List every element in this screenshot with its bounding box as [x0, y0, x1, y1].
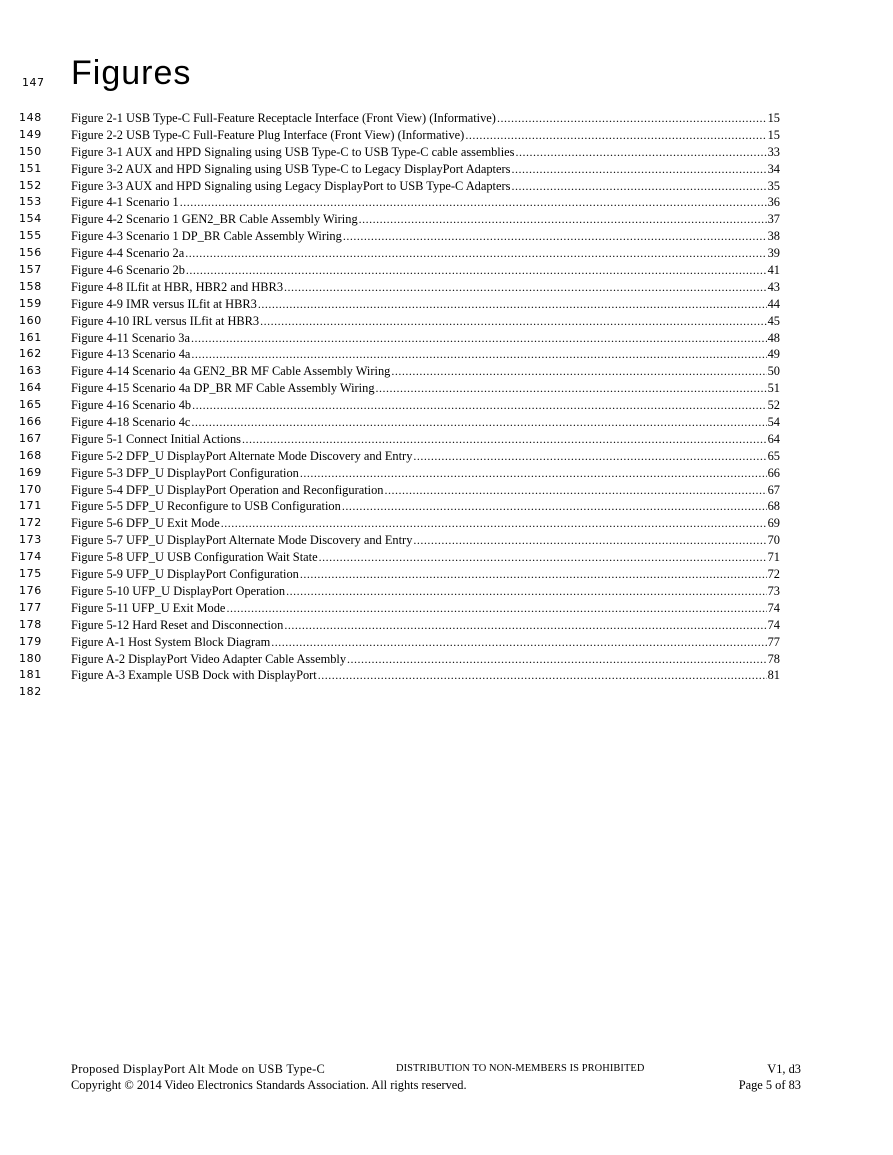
line-number: 154 [19, 212, 42, 226]
toc-entry-page: 45 [767, 313, 780, 328]
page-title: Figures [71, 54, 192, 92]
toc-entry-page: 72 [767, 567, 780, 582]
dot-leader [343, 228, 767, 244]
dot-leader [242, 431, 767, 447]
line-number: 150 [19, 144, 42, 158]
toc-entry-page: 54 [767, 415, 780, 430]
toc-entry-title: Figure 4-15 Scenario 4a DP_BR MF Cable Assembly Wiring [71, 381, 375, 396]
toc-entry-link[interactable] [71, 262, 780, 278]
toc-row [0, 566, 893, 583]
line-number: 161 [19, 330, 42, 344]
toc-entry-title: Figure 5-6 DFP_U Exit Mode [71, 516, 220, 531]
toc-entry-title: Figure 5-1 Connect Initial Actions [71, 431, 242, 446]
dot-leader [221, 515, 767, 531]
toc-row [0, 498, 893, 515]
dot-leader [192, 397, 767, 413]
toc-entry-link[interactable] [71, 397, 780, 413]
dot-leader [260, 313, 766, 329]
toc-row [0, 465, 893, 482]
dot-leader [318, 667, 767, 683]
dot-leader [226, 600, 766, 616]
line-number: 147 [22, 76, 45, 89]
toc-entry-page: 44 [767, 296, 780, 311]
toc-entry-title: Figure 4-14 Scenario 4a GEN2_BR MF Cable Assembly Wiring [71, 364, 391, 379]
toc-row [0, 228, 893, 245]
toc-entry-page: 65 [767, 448, 780, 463]
toc-entry-page: 74 [767, 600, 780, 615]
dot-leader [391, 363, 766, 379]
line-number: 157 [19, 263, 42, 277]
dot-leader [191, 346, 766, 362]
toc-row [0, 296, 893, 313]
toc-entry-page: 81 [767, 668, 780, 683]
toc-entry-page: 66 [767, 465, 780, 480]
toc-entry-page: 68 [767, 499, 780, 514]
toc-entry-title: Figure 5-7 UFP_U DisplayPort Alternate Mode Discovery and Entry [71, 533, 413, 548]
toc-entry-link[interactable] [71, 566, 780, 582]
line-number: 169 [19, 465, 42, 479]
toc-entry-page: 15 [767, 127, 780, 142]
toc-row [0, 161, 893, 178]
toc-entry-link[interactable] [71, 110, 780, 126]
toc-entry-link[interactable] [71, 583, 780, 599]
toc-entry-page: 74 [767, 617, 780, 632]
toc-entry-link[interactable] [71, 228, 780, 244]
dot-leader [180, 194, 767, 210]
toc-entry-page: 49 [767, 347, 780, 362]
toc-entry-title: Figure 4-11 Scenario 3a [71, 330, 190, 345]
toc-entry-link[interactable] [71, 617, 780, 633]
dot-leader [465, 127, 766, 143]
dot-leader [186, 262, 767, 278]
toc-entry-link[interactable] [71, 651, 780, 667]
toc-entry-page: 51 [767, 381, 780, 396]
line-number: 180 [19, 651, 42, 665]
line-number: 175 [19, 567, 42, 581]
toc-row [0, 651, 893, 668]
toc-entry-title: Figure 3-1 AUX and HPD Signaling using USB Type-C to USB Type-C cable assemblies [71, 144, 515, 159]
line-number: 152 [19, 178, 42, 192]
dot-leader [284, 279, 767, 295]
toc-entry-page: 78 [767, 651, 780, 666]
line-number: 166 [19, 415, 42, 429]
toc-entry-title: Figure 4-3 Scenario 1 DP_BR Cable Assembly Wiring [71, 229, 342, 244]
dot-leader [359, 211, 767, 227]
toc-entry-link[interactable] [71, 448, 780, 464]
line-number: 149 [19, 127, 42, 141]
dot-leader [347, 651, 767, 667]
toc-row [0, 262, 893, 279]
toc-row [0, 144, 893, 161]
toc-entry-page: 37 [767, 212, 780, 227]
toc-entry-link[interactable] [71, 346, 780, 362]
line-number: 163 [19, 364, 42, 378]
toc-row [0, 313, 893, 330]
line-number: 148 [19, 111, 42, 124]
toc-entry-page: 69 [767, 516, 780, 531]
toc-entry-title: Figure 5-4 DFP_U DisplayPort Operation and Reconfiguration [71, 482, 384, 497]
toc-entry-title: Figure 5-2 DFP_U DisplayPort Alternate Mode Discovery and Entry [71, 448, 413, 463]
toc-entry-title: Figure 4-10 IRL versus ILfit at HBR3 [71, 313, 260, 328]
toc-row [0, 617, 893, 634]
dot-leader [300, 566, 767, 582]
line-number: 162 [19, 347, 42, 361]
toc-entry-link[interactable] [71, 127, 780, 143]
toc-entry-link[interactable] [71, 667, 780, 683]
toc-entry-link[interactable] [71, 549, 780, 565]
toc-row [0, 667, 893, 684]
line-number: 182 [19, 685, 42, 699]
toc-entry-page: 73 [767, 583, 780, 598]
toc-entry-link[interactable] [71, 634, 780, 650]
toc-row [0, 448, 893, 465]
line-number: 173 [19, 533, 42, 547]
toc-entry-link[interactable] [71, 600, 780, 616]
toc-entry-title: Figure 5-10 UFP_U DisplayPort Operation [71, 583, 286, 598]
toc-entry-link[interactable] [71, 363, 780, 379]
line-number: 165 [19, 398, 42, 412]
dot-leader [271, 634, 766, 650]
toc-entry-title: Figure 5-12 Hard Reset and Disconnection [71, 617, 284, 632]
toc-entry-title: Figure A-2 DisplayPort Video Adapter Cable Assembly [71, 651, 347, 666]
dot-leader [376, 380, 767, 396]
dot-leader [258, 296, 767, 312]
dot-leader [185, 245, 766, 261]
toc-row [0, 245, 893, 262]
dot-leader [413, 448, 766, 464]
toc-entry-title: Figure 5-5 DFP_U Reconfigure to USB Configuration [71, 499, 341, 514]
dot-leader [300, 465, 767, 481]
line-number: 176 [19, 583, 42, 597]
toc-entry-link[interactable] [71, 532, 780, 548]
line-number: 172 [19, 516, 42, 530]
toc-row [0, 532, 893, 549]
toc-row [0, 431, 893, 448]
toc-entry-page: 36 [767, 195, 780, 210]
toc-row [0, 515, 893, 532]
toc-row [0, 583, 893, 600]
toc-entry-title: Figure 4-9 IMR versus ILfit at HBR3 [71, 296, 257, 311]
toc-row [0, 600, 893, 617]
toc-row [0, 380, 893, 397]
toc-entry-title: Figure 5-8 UFP_U USB Configuration Wait State [71, 550, 318, 565]
toc-entry-page: 48 [767, 330, 780, 345]
toc-entry-link[interactable] [71, 498, 780, 514]
toc-entry-link[interactable] [71, 465, 780, 481]
toc-row [0, 330, 893, 347]
toc-entry-page: 67 [767, 482, 780, 497]
line-number: 170 [19, 482, 42, 496]
toc-entry-link[interactable] [71, 178, 780, 194]
toc-entry-link[interactable] [71, 211, 780, 227]
toc-row [0, 194, 893, 211]
line-number: 164 [19, 381, 42, 395]
line-number: 171 [19, 499, 42, 513]
line-number: 167 [19, 431, 42, 445]
dot-leader [511, 178, 766, 194]
dot-leader [516, 144, 767, 160]
toc-entry-title: Figure 4-6 Scenario 2b [71, 263, 185, 278]
toc-row [0, 414, 893, 431]
line-number: 177 [19, 600, 42, 614]
toc-entry-link[interactable] [71, 144, 780, 160]
toc-entry-page: 34 [767, 161, 780, 176]
toc-row [0, 363, 893, 380]
dot-leader [191, 414, 766, 430]
toc-entry-page: 15 [767, 111, 780, 125]
toc-entry-title: Figure A-3 Example USB Dock with DisplayPort [71, 668, 317, 683]
toc-entry-title: Figure 4-2 Scenario 1 GEN2_BR Cable Assembly Wiring [71, 212, 358, 227]
toc-row [0, 110, 893, 127]
dot-leader [284, 617, 766, 633]
toc-row [0, 684, 893, 701]
toc-entry-page: 41 [767, 263, 780, 278]
line-number: 155 [19, 229, 42, 243]
toc-entry-title: Figure 4-13 Scenario 4a [71, 347, 191, 362]
footer-version: V1, d3 [767, 1062, 801, 1076]
toc-entry-link[interactable] [71, 380, 780, 396]
dot-leader [191, 330, 767, 346]
dot-leader [342, 498, 767, 514]
toc-entry-link[interactable] [71, 279, 780, 295]
line-number: 151 [19, 161, 42, 175]
toc-entry-page: 35 [767, 178, 780, 193]
toc-entry-title: Figure 4-18 Scenario 4c [71, 415, 191, 430]
toc-row [0, 211, 893, 228]
toc-entry-title: Figure 3-2 AUX and HPD Signaling using USB Type-C to Legacy DisplayPort Adapters [71, 161, 511, 176]
toc-entry-title: Figure 2-1 USB Type-C Full-Feature Receptacle Interface (Front View) (Informative) [71, 111, 496, 125]
footer-page-number: Page 5 of 83 [738, 1078, 801, 1092]
line-number: 158 [19, 279, 42, 293]
page-footer [0, 1062, 893, 1102]
toc-entry-link[interactable] [71, 482, 780, 498]
dot-leader [319, 549, 767, 565]
toc-entry-link[interactable] [71, 414, 780, 430]
toc-entry-page: 70 [767, 533, 780, 548]
toc-entry-page: 39 [767, 246, 780, 261]
footer-copyright: Copyright © 2014 Video Electronics Standards Association. All rights reserved. [71, 1078, 467, 1092]
footer-distribution-notice: DISTRIBUTION TO NON-MEMBERS IS PROHIBITED [396, 1063, 645, 1074]
line-number: 153 [19, 195, 42, 209]
toc-entry-page: 38 [767, 229, 780, 244]
dot-leader [286, 583, 767, 599]
toc-entry-link[interactable] [71, 245, 780, 261]
line-number: 156 [19, 246, 42, 260]
toc-entry-title: Figure 4-1 Scenario 1 [71, 195, 179, 210]
dot-leader [497, 110, 767, 126]
toc-entry-page: 50 [767, 364, 780, 379]
toc-entry-page: 33 [767, 144, 780, 159]
toc-entry-link[interactable] [71, 161, 780, 177]
toc-entry-title: Figure 3-3 AUX and HPD Signaling using Legacy DisplayPort to USB Type-C Adapters [71, 178, 511, 193]
toc-entry-title: Figure 4-16 Scenario 4b [71, 398, 192, 413]
toc-entry-title: Figure A-1 Host System Block Diagram [71, 634, 271, 649]
toc-entry-page: 64 [767, 431, 780, 446]
toc-row [0, 127, 893, 144]
toc-row [0, 397, 893, 414]
section-heading [0, 54, 893, 98]
line-number: 168 [19, 448, 42, 462]
toc-entry-title: Figure 5-11 UFP_U Exit Mode [71, 600, 226, 615]
toc-entry-page: 52 [767, 398, 780, 413]
footer-doc-title: Proposed DisplayPort Alt Mode on USB Type-C [71, 1062, 326, 1076]
toc-entry-link[interactable] [71, 194, 780, 210]
toc-entry-link[interactable] [71, 431, 780, 447]
dot-leader [384, 482, 766, 498]
toc-entry-title: Figure 5-9 UFP_U DisplayPort Configuration [71, 567, 299, 582]
dot-leader [511, 161, 766, 177]
toc-entry-link[interactable] [71, 515, 780, 531]
line-number: 181 [19, 668, 42, 682]
toc-row [0, 279, 893, 296]
line-number: 159 [19, 296, 42, 310]
toc-row [0, 346, 893, 363]
line-number: 174 [19, 550, 42, 564]
list-of-figures [0, 110, 893, 701]
line-number: 178 [19, 617, 42, 631]
toc-entry-page: 43 [767, 279, 780, 294]
toc-entry-title: Figure 4-4 Scenario 2a [71, 246, 185, 261]
toc-row [0, 482, 893, 499]
toc-entry-page: 77 [767, 634, 780, 649]
toc-entry-title: Figure 2-2 USB Type-C Full-Feature Plug Interface (Front View) (Informative) [71, 127, 465, 142]
toc-row [0, 549, 893, 566]
toc-entry-title: Figure 4-8 ILfit at HBR, HBR2 and HBR3 [71, 279, 284, 294]
toc-entry-title: Figure 5-3 DFP_U DisplayPort Configuration [71, 465, 299, 480]
toc-row [0, 634, 893, 651]
toc-entry-link[interactable] [71, 330, 780, 346]
line-number: 160 [19, 313, 42, 327]
toc-row [0, 178, 893, 195]
line-number: 179 [19, 634, 42, 648]
dot-leader [413, 532, 766, 548]
toc-entry-link[interactable] [71, 313, 780, 329]
toc-entry-link[interactable] [71, 296, 780, 312]
toc-entry-page: 71 [767, 550, 780, 565]
